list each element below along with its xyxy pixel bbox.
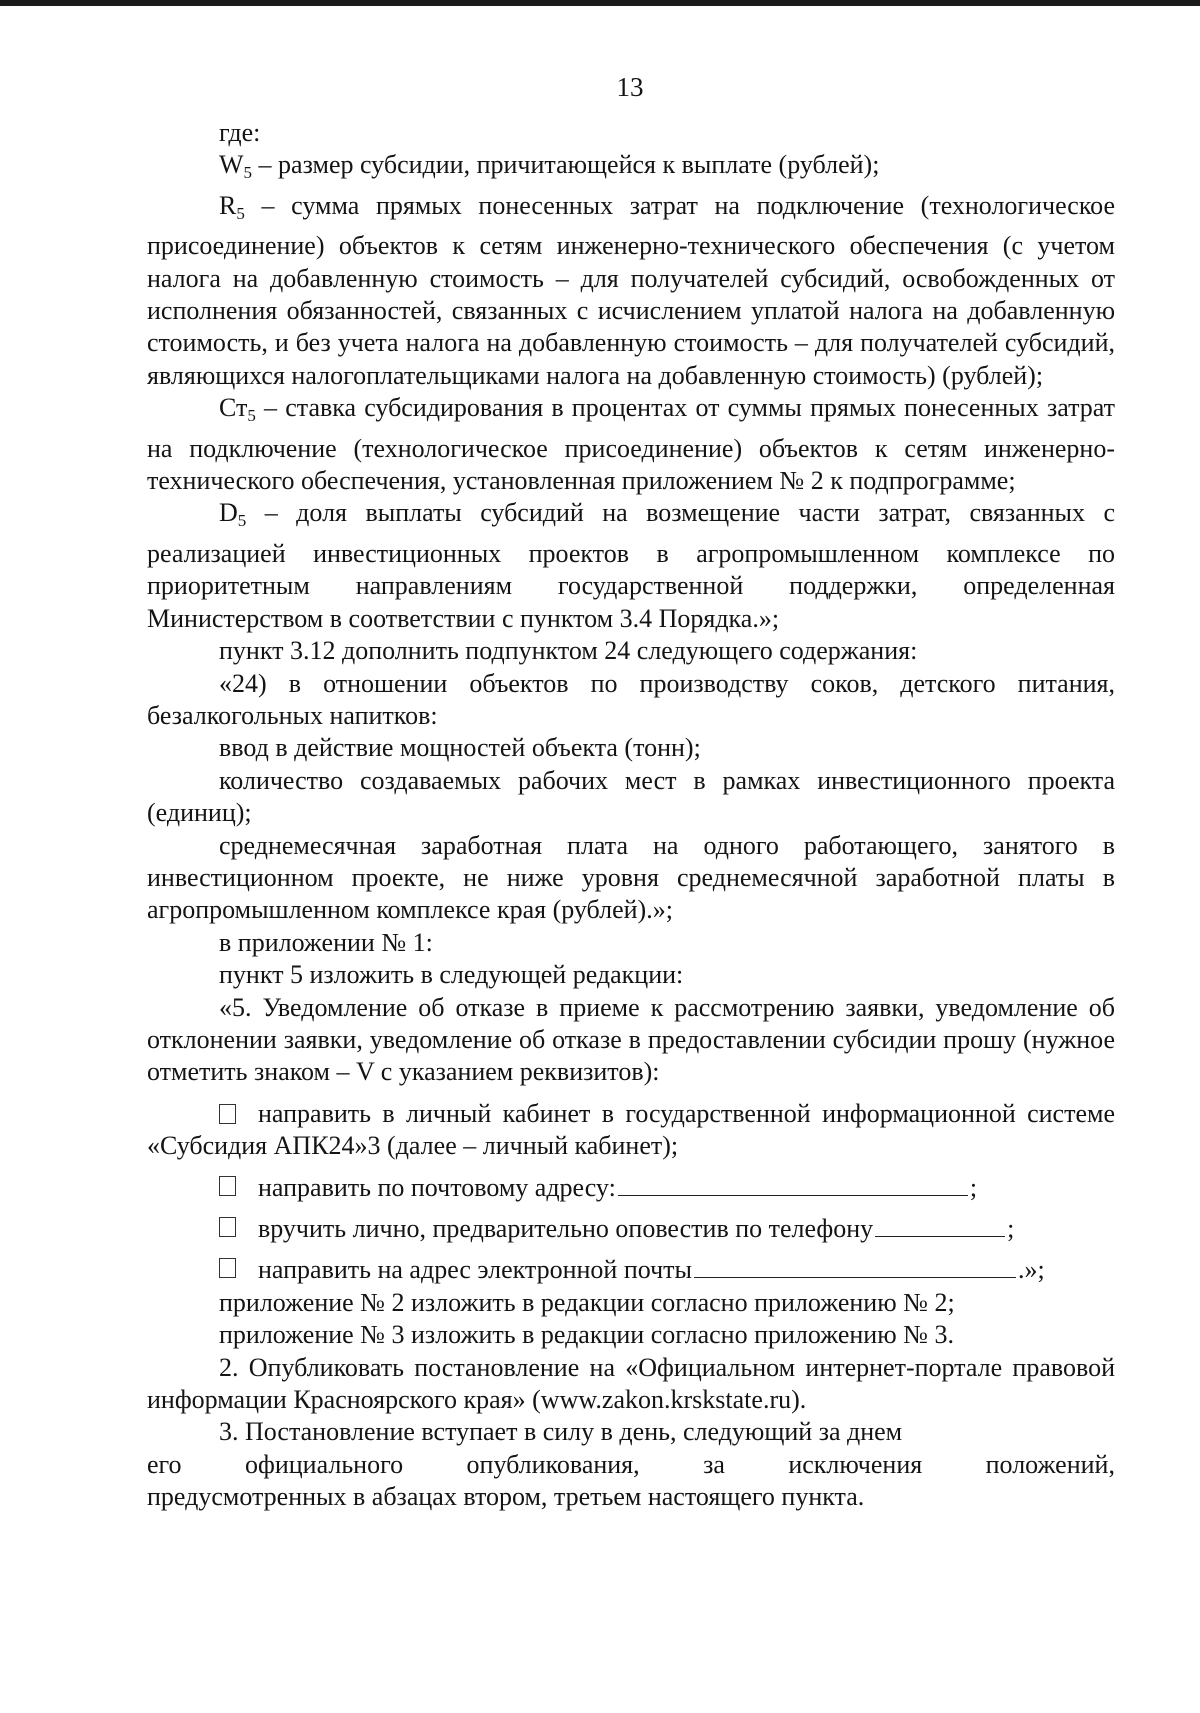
- paragraph-srednemesyachnaya: среднемесячная заработная плата на одного работающего, занятого в инвестиционном проекте, не ниже уровня среднемесячной заработной платы в агропромышленном комплексе края (рублей).»;: [147, 830, 1115, 925]
- subscript-5: 5: [237, 511, 247, 531]
- word: опубликования,: [466, 1449, 640, 1479]
- checkbox[interactable]: [219, 1258, 236, 1278]
- paragraph-d5: [147, 497, 1115, 635]
- paragraph-prilozhenie-3: приложение № 3 изложить в редакции согласно приложению № 3.: [219, 1320, 954, 1350]
- checkbox[interactable]: [219, 1217, 236, 1237]
- option-phone: [147, 1213, 1115, 1245]
- paragraph-prilozhenie-1: в приложении № 1:: [219, 927, 433, 957]
- word: его: [147, 1449, 182, 1479]
- subscript-5: 5: [247, 406, 256, 426]
- document-body: [147, 117, 1115, 1514]
- definition-text: – размер субсидии, причитающейся к выплате (рублей);: [252, 150, 880, 180]
- p3-line-1: [147, 1416, 1115, 1448]
- option-end: ;: [1007, 1214, 1015, 1243]
- option-personal-cabinet: [147, 1098, 1115, 1163]
- word: исключения: [788, 1449, 923, 1479]
- subscript-5: 5: [236, 203, 245, 223]
- word: официального: [244, 1449, 404, 1479]
- checkbox[interactable]: [219, 1176, 236, 1196]
- symbol-ct: Ст: [219, 393, 248, 423]
- checkbox[interactable]: [219, 1104, 236, 1124]
- paragraph-punkt-3-12: пункт 3.12 дополнить подпунктом 24 следующего содержания:: [219, 636, 918, 666]
- p3-line-3: предусмотренных в абзацах втором, третьем настоящего пункта.: [147, 1482, 865, 1512]
- paragraph-effective-date: [147, 1416, 1115, 1513]
- paragraph-subpunkt-24: «24) в отношении объектов по производству соков, детского питания, безалкогольных напитков:: [147, 668, 1115, 730]
- word: положений,: [985, 1449, 1115, 1479]
- option-end: .»;: [1018, 1255, 1045, 1285]
- paragraph-ct5: [147, 392, 1115, 497]
- option-text: направить в личный кабинет в государственной информационной системе «Субсидия АПК24»3 (далее – личный кабинет);: [147, 1098, 1115, 1161]
- subscript-5: 5: [243, 163, 253, 183]
- paragraph-w5: [147, 149, 1115, 189]
- word: за: [703, 1449, 725, 1479]
- p3-line-1-text: 3. Постановление вступает в силу в день, следующий за днем: [219, 1417, 903, 1447]
- definition-text: – ставка субсидирования в процентах от суммы прямых понесенных затрат на подключение (технологическое присоединение) объектов к сетям инженерно-технического обеспечения, установленная приложением № 2 к подпрограмме;: [147, 393, 1115, 496]
- paragraph-gde: где:: [219, 118, 261, 147]
- paragraph-vvod: ввод в действие мощностей объекта (тонн);: [219, 733, 701, 763]
- option-email: [147, 1254, 1115, 1286]
- blank-line[interactable]: [875, 1214, 1005, 1237]
- definition-text: – сумма прямых понесенных затрат на подключение (технологическое присоединение) объектов к сетям инженерно-технического обеспечения (с учетом налога на добавленную стоимость – для получателей субсидий, освобожденных от исполнения обязанностей, связанных с исчислением уплатой налога на добавленную стоимость, и без учета налога на добавленную стоимость – для получателей субсидий, являющихся налогоплательщиками налога на добавленную стоимость) (рублей);: [147, 190, 1115, 390]
- symbol-w: W: [219, 150, 244, 180]
- p3-line-2: [147, 1449, 1115, 1481]
- symbol-r: R: [219, 190, 237, 220]
- option-end: ;: [969, 1172, 978, 1202]
- paragraph-punkt-5: пункт 5 изложить в следующей редакции:: [219, 960, 684, 990]
- option-text: направить на адрес электронной почты: [258, 1255, 692, 1285]
- paragraph-prilozhenie-2: приложение № 2 изложить в редакции согласно приложению № 2;: [219, 1287, 955, 1317]
- symbol-d: D: [219, 498, 238, 528]
- page-top-border: [0, 0, 1200, 6]
- option-text: направить по почтовому адресу:: [258, 1172, 616, 1202]
- blank-line[interactable]: [694, 1255, 1016, 1278]
- page-number: 13: [616, 72, 644, 102]
- paragraph-kolichestvo: количество создаваемых рабочих мест в рамках инвестиционного проекта (единиц);: [147, 765, 1115, 828]
- paragraph-publish: 2. Опубликовать постановление на «Официальном интернет-портале правовой информации Красноярского края» (www.zakon.krskstate.ru).: [147, 1352, 1115, 1415]
- paragraph-r5: [147, 190, 1115, 392]
- definition-text: – доля выплаты субсидий на возмещение части затрат, связанных с реализацией инвестиционных проектов в агропромышленном комплексе по приоритетным направлениям государственной поддержки, определенная Министерством в соответствии с пунктом 3.4 Порядка.»;: [147, 498, 1115, 633]
- paragraph-uvedomlenie: «5. Уведомление об отказе в приеме к рассмотрению заявки, уведомление об отклонении заявки, уведомление об отказе в предоставлении субсидии прошу (нужное отметить знаком – V с указанием реквизитов):: [147, 992, 1115, 1087]
- option-text: вручить лично, предварительно оповестив по телефону: [258, 1214, 874, 1243]
- blank-line[interactable]: [618, 1173, 968, 1196]
- option-postal-address: [147, 1172, 1115, 1204]
